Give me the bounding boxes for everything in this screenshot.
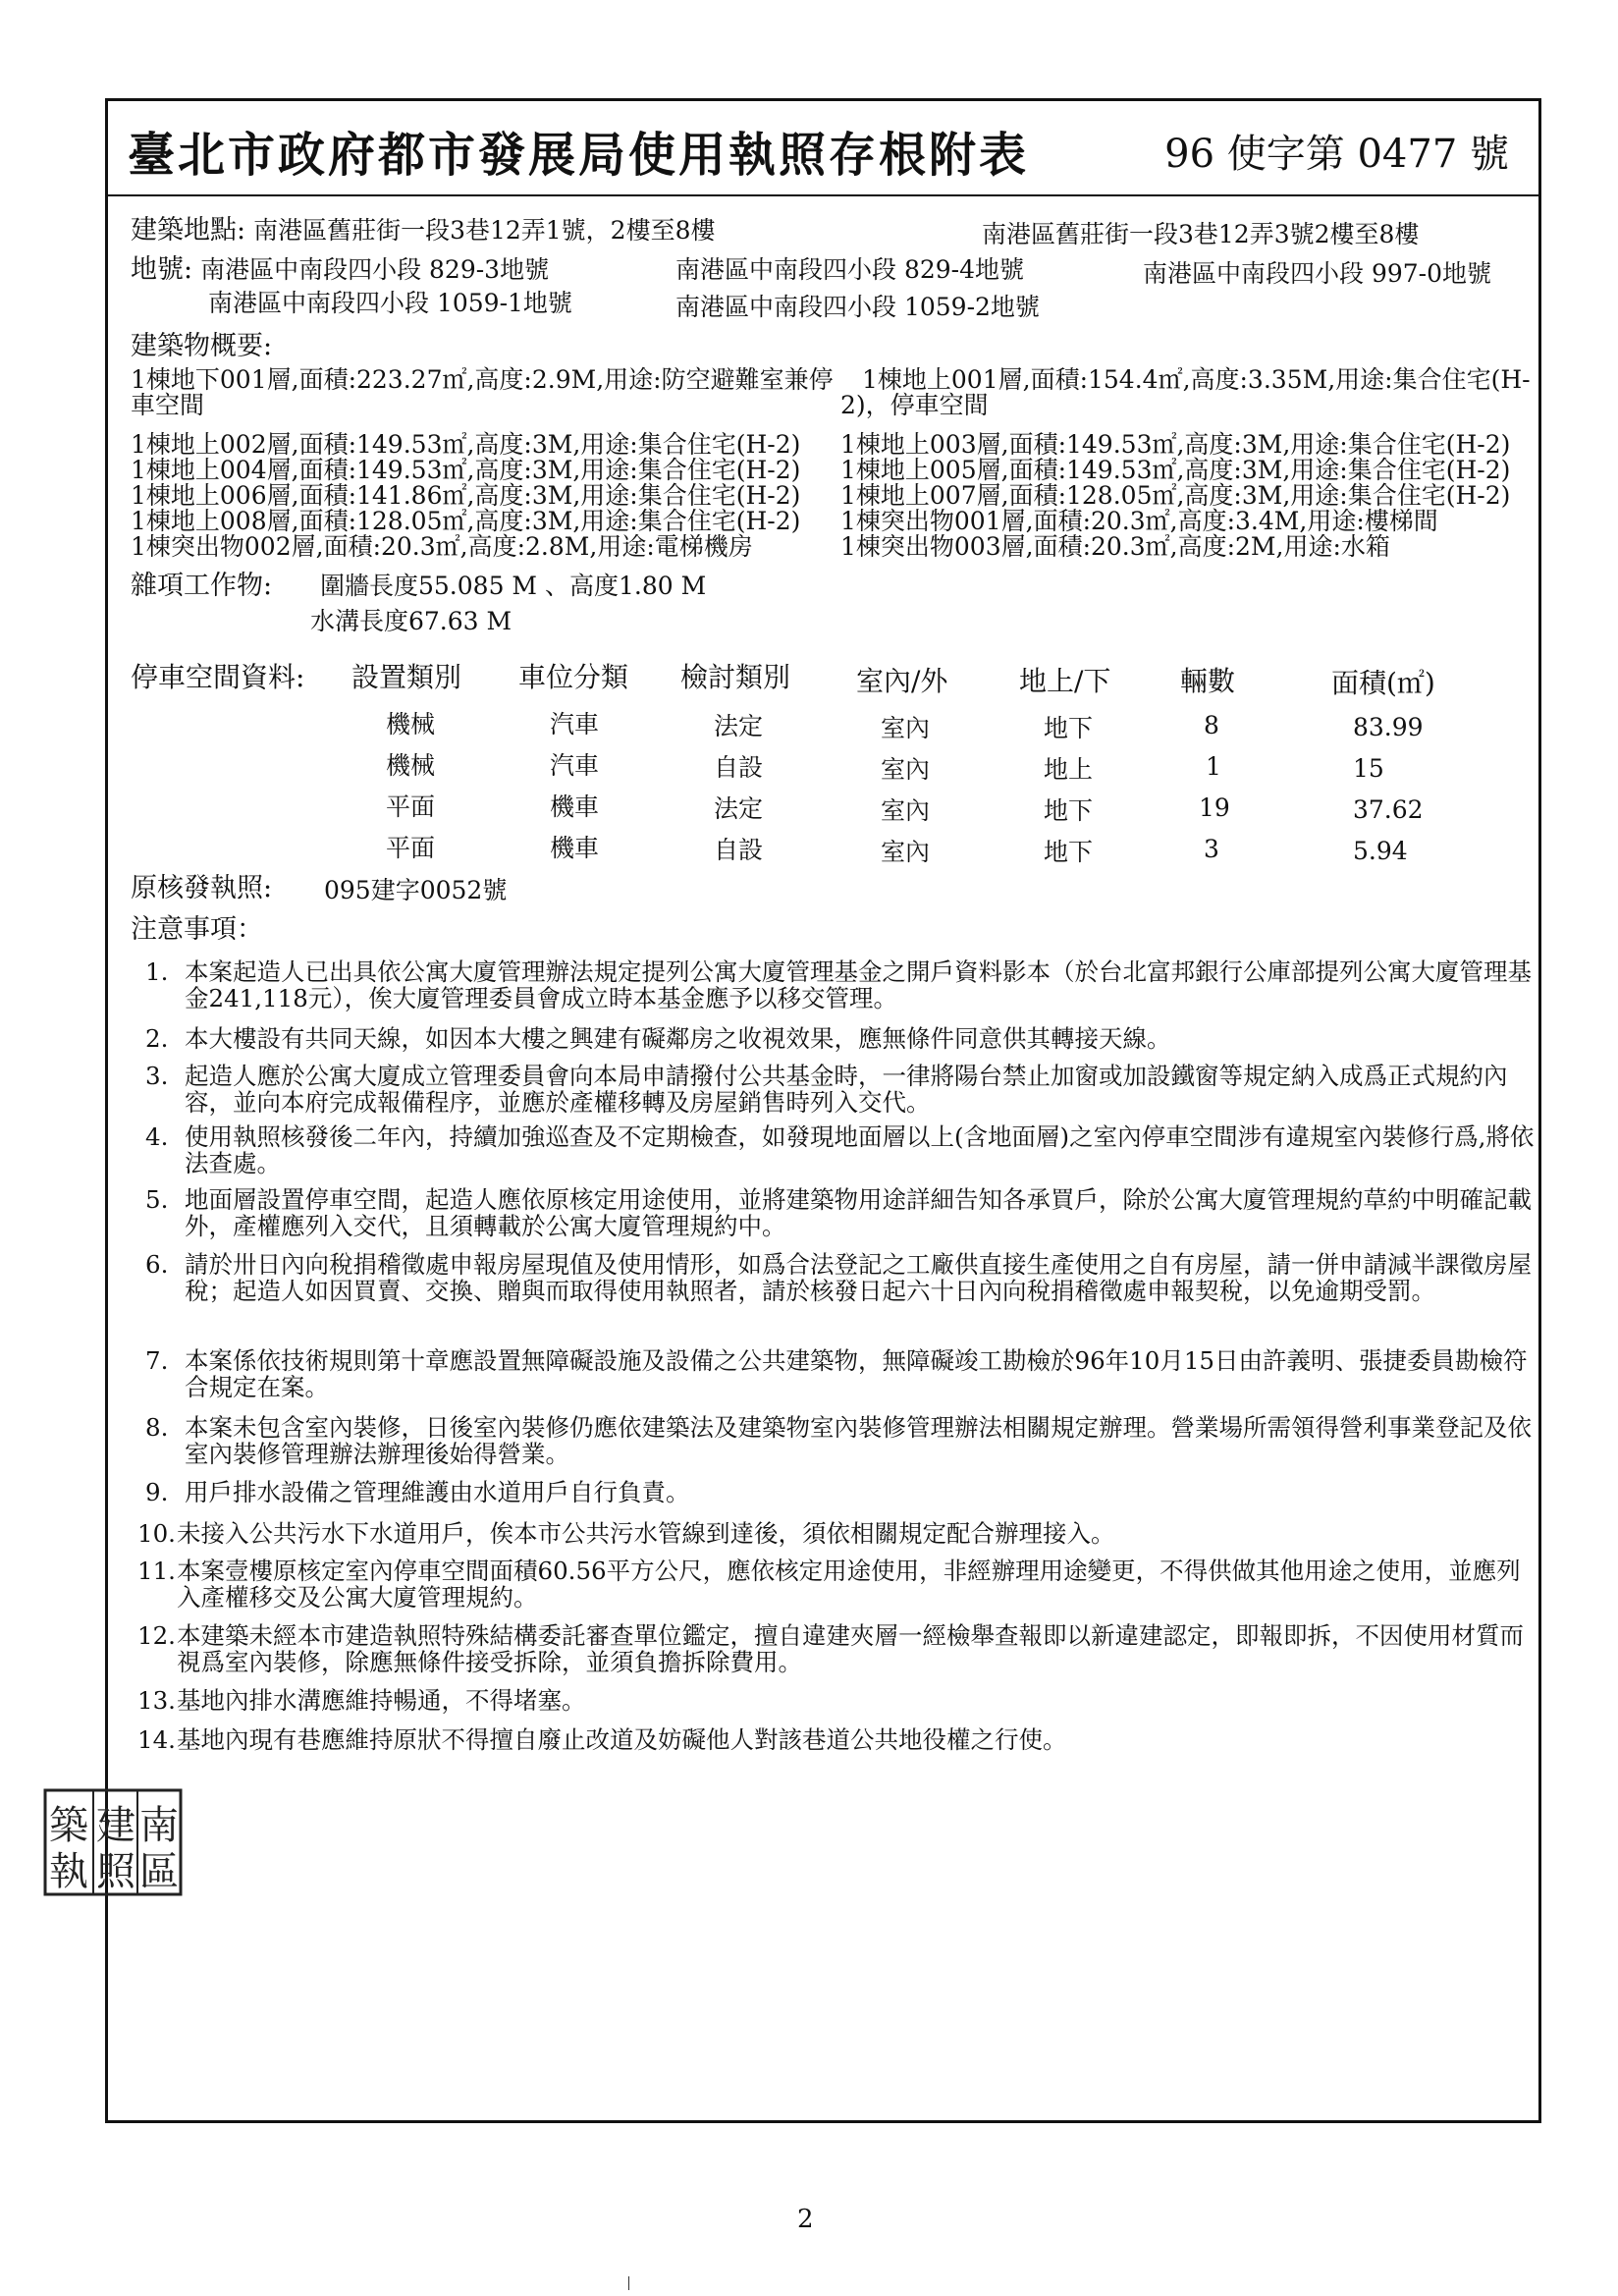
note-number: 7. — [145, 1346, 169, 1375]
note-number: 1. — [145, 957, 169, 986]
note-item — [145, 1251, 1539, 1304]
parking-cell: 83.99 — [1353, 713, 1424, 741]
note-number: 10. — [137, 1519, 176, 1548]
note-text: 本案係依技術規則第十章應設置無障礙設施及設備之公共建築物，無障礙竣工勘檢於96年10月15日由許義明、張捷委員勘檢符合規定在案。 — [185, 1346, 1528, 1401]
document-title: 臺北市政府都市發展局使用執照存根附表 — [128, 128, 1030, 183]
site-address-2: 南港區舊莊街一段3巷12弄3號2樓至8樓 — [982, 220, 1420, 248]
note-text: 未接入公共污水下水道用戶，俟本市公共污水管線到達後，須依相關規定配合辦理接入。 — [177, 1519, 1115, 1548]
note-item — [137, 1558, 1532, 1611]
note-item — [145, 1123, 1539, 1176]
svg-text:區: 區 — [139, 1849, 179, 1893]
overview-label: 建築物概要: — [131, 331, 273, 361]
note-text: 本案未包含室內裝修，日後室內裝修仍應依建築法及建築物室內裝修管理辦法相關規定辦理。營業場所需領得營利事業登記及依室內裝修管理辦法辦理後始得營業。 — [185, 1413, 1532, 1468]
permit-number: 96 使字第 0477 號 — [1164, 132, 1509, 177]
note-text: 用戶排水設備之管理維護由水道用戶自行負責。 — [185, 1478, 690, 1506]
parking-cell: 平面 — [386, 834, 436, 862]
lot-label: 地號: — [131, 254, 193, 285]
notes-label: 注意事項： — [131, 914, 263, 945]
misc-line-2: 水溝長度67.63 M — [310, 607, 512, 635]
parking-cell: 3 — [1204, 835, 1219, 863]
note-text: 本大樓設有共同天線，如因本大樓之興建有礙鄰房之收視效果，應無條件同意供其轉接天線。 — [185, 1024, 1171, 1053]
parking-cell: 地上 — [1044, 755, 1094, 784]
note-number: 13. — [137, 1686, 176, 1715]
parking-cell: 8 — [1204, 711, 1219, 739]
note-number: 12. — [137, 1621, 176, 1650]
lot-item: 南港區中南段四小段 997-0地號 — [1143, 259, 1492, 288]
note-text: 使用執照核發後二年內，持續加強巡查及不定期檢查，如發現地面層以上(含地面層)之室內停車空間涉有違規室內裝修行爲,將依法查處。 — [185, 1122, 1535, 1177]
overview-left-row: 1棟突出物002層,面積:20.3㎡,高度:2.8M,用途:電梯機房 — [131, 532, 753, 561]
note-item — [137, 1687, 1532, 1714]
lot-item: 南港區中南段四小段 829-3地號 — [200, 255, 550, 284]
svg-text:築: 築 — [49, 1803, 88, 1847]
note-text: 地面層設置停車空間，起造人應依原核定用途使用，並將建築物用途詳細告知各承買戶，除於公寓大廈管理規約草約中明確記載外，產權應列入交代，且須轉載於公寓大廈管理規約中。 — [185, 1185, 1532, 1240]
overview-right-row: 1棟地上007層,面積:128.05㎡,高度:3M,用途:集合住宅(H-2) — [840, 481, 1511, 510]
parking-header: 面積(㎡) — [1331, 667, 1435, 699]
parking-cell: 5.94 — [1353, 837, 1408, 865]
svg-text:照: 照 — [96, 1849, 135, 1893]
parking-cell: 19 — [1199, 793, 1230, 822]
svg-text:南: 南 — [139, 1803, 179, 1847]
page-number: 2 — [797, 2205, 814, 2234]
parking-cell: 機車 — [550, 834, 600, 862]
parking-label: 停車空間資料: — [131, 661, 305, 693]
svg-text:執: 執 — [49, 1849, 88, 1893]
note-item — [145, 1479, 1539, 1505]
note-number: 9. — [145, 1478, 169, 1506]
overview-right-row: 1棟突出物001層,面積:20.3㎡,高度:3.4M,用途:樓梯間 — [840, 507, 1438, 535]
official-seal-stamp — [39, 1784, 187, 1900]
parking-cell: 機械 — [386, 751, 436, 780]
site-address-1: 南港區舊莊街一段3巷12弄1號，2樓至8樓 — [253, 216, 716, 245]
parking-cell: 地下 — [1044, 838, 1094, 866]
svg-text:建: 建 — [96, 1803, 135, 1847]
parking-cell: 自設 — [714, 753, 764, 782]
parking-cell: 法定 — [714, 712, 764, 740]
note-number: 5. — [145, 1185, 169, 1214]
parking-header: 車位分類 — [518, 661, 629, 693]
parking-cell: 汽車 — [550, 751, 600, 780]
note-number: 14. — [137, 1725, 176, 1754]
title-row — [108, 101, 1538, 196]
note-number: 8. — [145, 1413, 169, 1442]
lot-line — [131, 254, 550, 285]
original-permit-label: 原核發執照: — [131, 873, 273, 903]
note-item — [145, 1414, 1539, 1467]
note-item — [145, 1063, 1539, 1116]
parking-cell: 地下 — [1044, 796, 1094, 825]
parking-cell: 37.62 — [1353, 795, 1424, 824]
parking-header: 室內/外 — [856, 665, 948, 697]
parking-header: 地上/下 — [1019, 665, 1111, 697]
misc-line-1: 圍牆長度55.085 M 、高度1.80 M — [320, 572, 707, 600]
parking-cell: 機車 — [550, 793, 600, 821]
lot-item: 南港區中南段四小段 829-4地號 — [675, 255, 1025, 284]
note-number: 11. — [137, 1557, 176, 1585]
note-item — [137, 1520, 1532, 1547]
overview-right-row: 1棟地上003層,面積:149.53㎡,高度:3M,用途:集合住宅(H-2) — [840, 430, 1511, 459]
note-item — [145, 1347, 1539, 1400]
site-line — [131, 215, 716, 246]
note-text: 本案壹樓原核定室內停車空間面積60.56平方公尺，應依核定用途使用，非經辦理用途變更，不得供做其他用途之使用，並應列入產權移交及公寓大廈管理規約。 — [177, 1557, 1521, 1612]
note-item — [137, 1622, 1532, 1675]
original-permit-value: 095建字0052號 — [324, 876, 508, 904]
note-text: 本案起造人已出具依公寓大廈管理辦法規定提列公寓大廈管理基金之開戶資料影本（於台北富邦銀行公庫部提列公寓大廈管理基金241,118元），俟大廈管理委員會成立時本基金應予以移交管理。 — [185, 957, 1532, 1012]
parking-cell: 機械 — [386, 710, 436, 738]
note-number: 3. — [145, 1062, 169, 1090]
lot-item: 南港區中南段四小段 1059-1地號 — [208, 289, 572, 317]
note-text: 請於卅日內向稅捐稽徵處申報房屋現值及使用情形，如爲合法登記之工廠供直接生產使用之自有房屋，請一併申請減半課徵房屋稅；起造人如因買賣、交換、贈與而取得使用執照者，請於核發日起六十日內向稅捐稽徵處申報契稅，以免逾期受罰。 — [185, 1250, 1532, 1305]
note-number: 4. — [145, 1122, 169, 1151]
note-item — [145, 958, 1539, 1011]
site-label: 建築地點: — [131, 215, 246, 246]
parking-cell: 室內 — [881, 796, 931, 825]
parking-cell: 法定 — [714, 794, 764, 823]
parking-cell: 1 — [1206, 752, 1221, 781]
parking-header: 設置類別 — [351, 661, 462, 693]
overview-left-row: 1棟地上002層,面積:149.53㎡,高度:3M,用途:集合住宅(H-2) — [131, 430, 801, 459]
note-item — [137, 1726, 1532, 1753]
overview-left-row: 車空間 — [131, 391, 205, 419]
parking-cell: 自設 — [714, 836, 764, 864]
lot-item: 南港區中南段四小段 1059-2地號 — [675, 293, 1040, 321]
parking-cell: 室內 — [881, 714, 931, 742]
note-text: 起造人應於公寓大廈成立管理委員會向本局申請撥付公共基金時，一律將陽台禁止加窗或加設鐵窗等規定納入成爲正式規約內容，並向本府完成報備程序，並應於產權移轉及房屋銷售時列入交代。 — [185, 1062, 1508, 1117]
overview-left-row: 1棟地下001層,面積:223.27㎡,高度:2.9M,用途:防空避難室兼停 — [131, 365, 834, 394]
overview-right-row: 2)，停車空間 — [840, 391, 989, 419]
parking-cell: 室內 — [881, 838, 931, 866]
overview-right-row: 1棟地上001層,面積:154.4㎡,高度:3.35M,用途:集合住宅(H- — [862, 365, 1531, 394]
overview-left-row: 1棟地上008層,面積:128.05㎡,高度:3M,用途:集合住宅(H-2) — [131, 507, 801, 535]
parking-cell: 地下 — [1044, 714, 1094, 742]
parking-cell: 平面 — [386, 793, 436, 821]
note-text: 基地內現有巷應維持原狀不得擅自廢止改道及妨礙他人對該巷道公共地役權之行使。 — [177, 1725, 1067, 1754]
note-item — [145, 1025, 1539, 1052]
scan-mark — [628, 2276, 629, 2290]
parking-cell: 汽車 — [550, 710, 600, 738]
overview-left-row: 1棟地上006層,面積:141.86㎡,高度:3M,用途:集合住宅(H-2) — [131, 481, 801, 510]
parking-header: 輛數 — [1180, 665, 1236, 697]
note-number: 2. — [145, 1024, 169, 1053]
parking-cell: 室內 — [881, 755, 931, 784]
overview-right-row: 1棟突出物003層,面積:20.3㎡,高度:2M,用途:水箱 — [840, 532, 1390, 561]
parking-header: 檢討類別 — [680, 661, 791, 693]
overview-left-row: 1棟地上004層,面積:149.53㎡,高度:3M,用途:集合住宅(H-2) — [131, 456, 801, 484]
note-text: 本建築未經本市建造執照特殊結構委託審查單位鑑定，擅自違建夾層一經檢舉查報即以新違建認定，即報即拆，不因使用材質而視爲室內裝修，除應無條件接受拆除，並須負擔拆除費用。 — [177, 1621, 1524, 1676]
note-item — [145, 1186, 1539, 1239]
overview-right-row: 1棟地上005層,面積:149.53㎡,高度:3M,用途:集合住宅(H-2) — [840, 456, 1511, 484]
misc-label: 雜項工作物: — [131, 571, 273, 601]
note-text: 基地內排水溝應維持暢通，不得堵塞。 — [177, 1686, 586, 1715]
note-number: 6. — [145, 1250, 169, 1279]
parking-cell: 15 — [1353, 754, 1384, 783]
